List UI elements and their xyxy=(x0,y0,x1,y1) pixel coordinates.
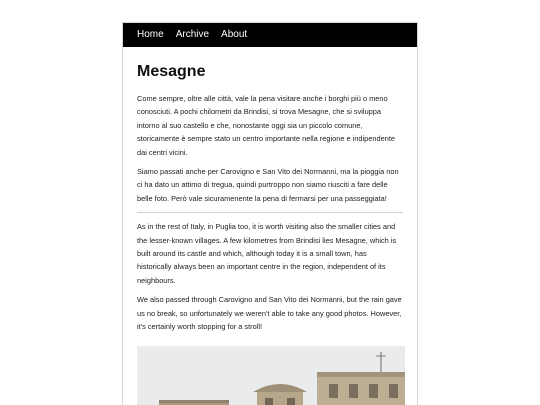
blog-page xyxy=(122,22,418,405)
english-paragraph-1: As in the rest of Italy, in Puglia too, it is worth visiting also the smaller cities and the lesser-known villages. A few kilometres from Brindisi lies Mesagne, which is built around its castle and which, although today it is a small town, has historically always been an important centre in the region, independent of its neighbours. xyxy=(137,222,397,285)
italian-paragraph-2: Siamo passati anche per Carovigno e San Vito dei Normanni, ma la pioggia non ci ha dato un attimo di tregua, quindi purtroppo non siamo riusciti a fare delle belle foto. Però vale sicuramenente la pena di fermarsi per una passeggiata! xyxy=(137,167,399,203)
nav-about-link[interactable]: About xyxy=(221,29,248,40)
mesagne-building-image xyxy=(137,346,405,405)
post-title: Mesagne xyxy=(137,63,206,80)
top-nav xyxy=(123,23,417,47)
post-photo-mesagne xyxy=(137,346,405,405)
english-paragraph-2: We also passed through Carovigno and San Vito dei Normanni, but the rain gave us no break, so unfortunately we weren't able to take any good photos. However, it's certainly worth stopping for a stroll! xyxy=(137,295,402,332)
post-content xyxy=(123,62,417,405)
nav-home-link[interactable]: Home xyxy=(137,29,164,40)
nav-archive-link[interactable]: Archive xyxy=(175,29,210,40)
language-divider xyxy=(137,212,403,213)
italian-paragraph-1: Come sempre, oltre alle città, vale la pena visitare anche i borghi più o meno conosciuti. A pochi chilometri da Brindisi, si trova Mesagne, che si sviluppa intorno al suo castello e che, nonostante oggi sia un piccolo comune, storicamente è sempre stato un centro importante nella regione e indipendente dai centri vicini. xyxy=(137,94,396,157)
